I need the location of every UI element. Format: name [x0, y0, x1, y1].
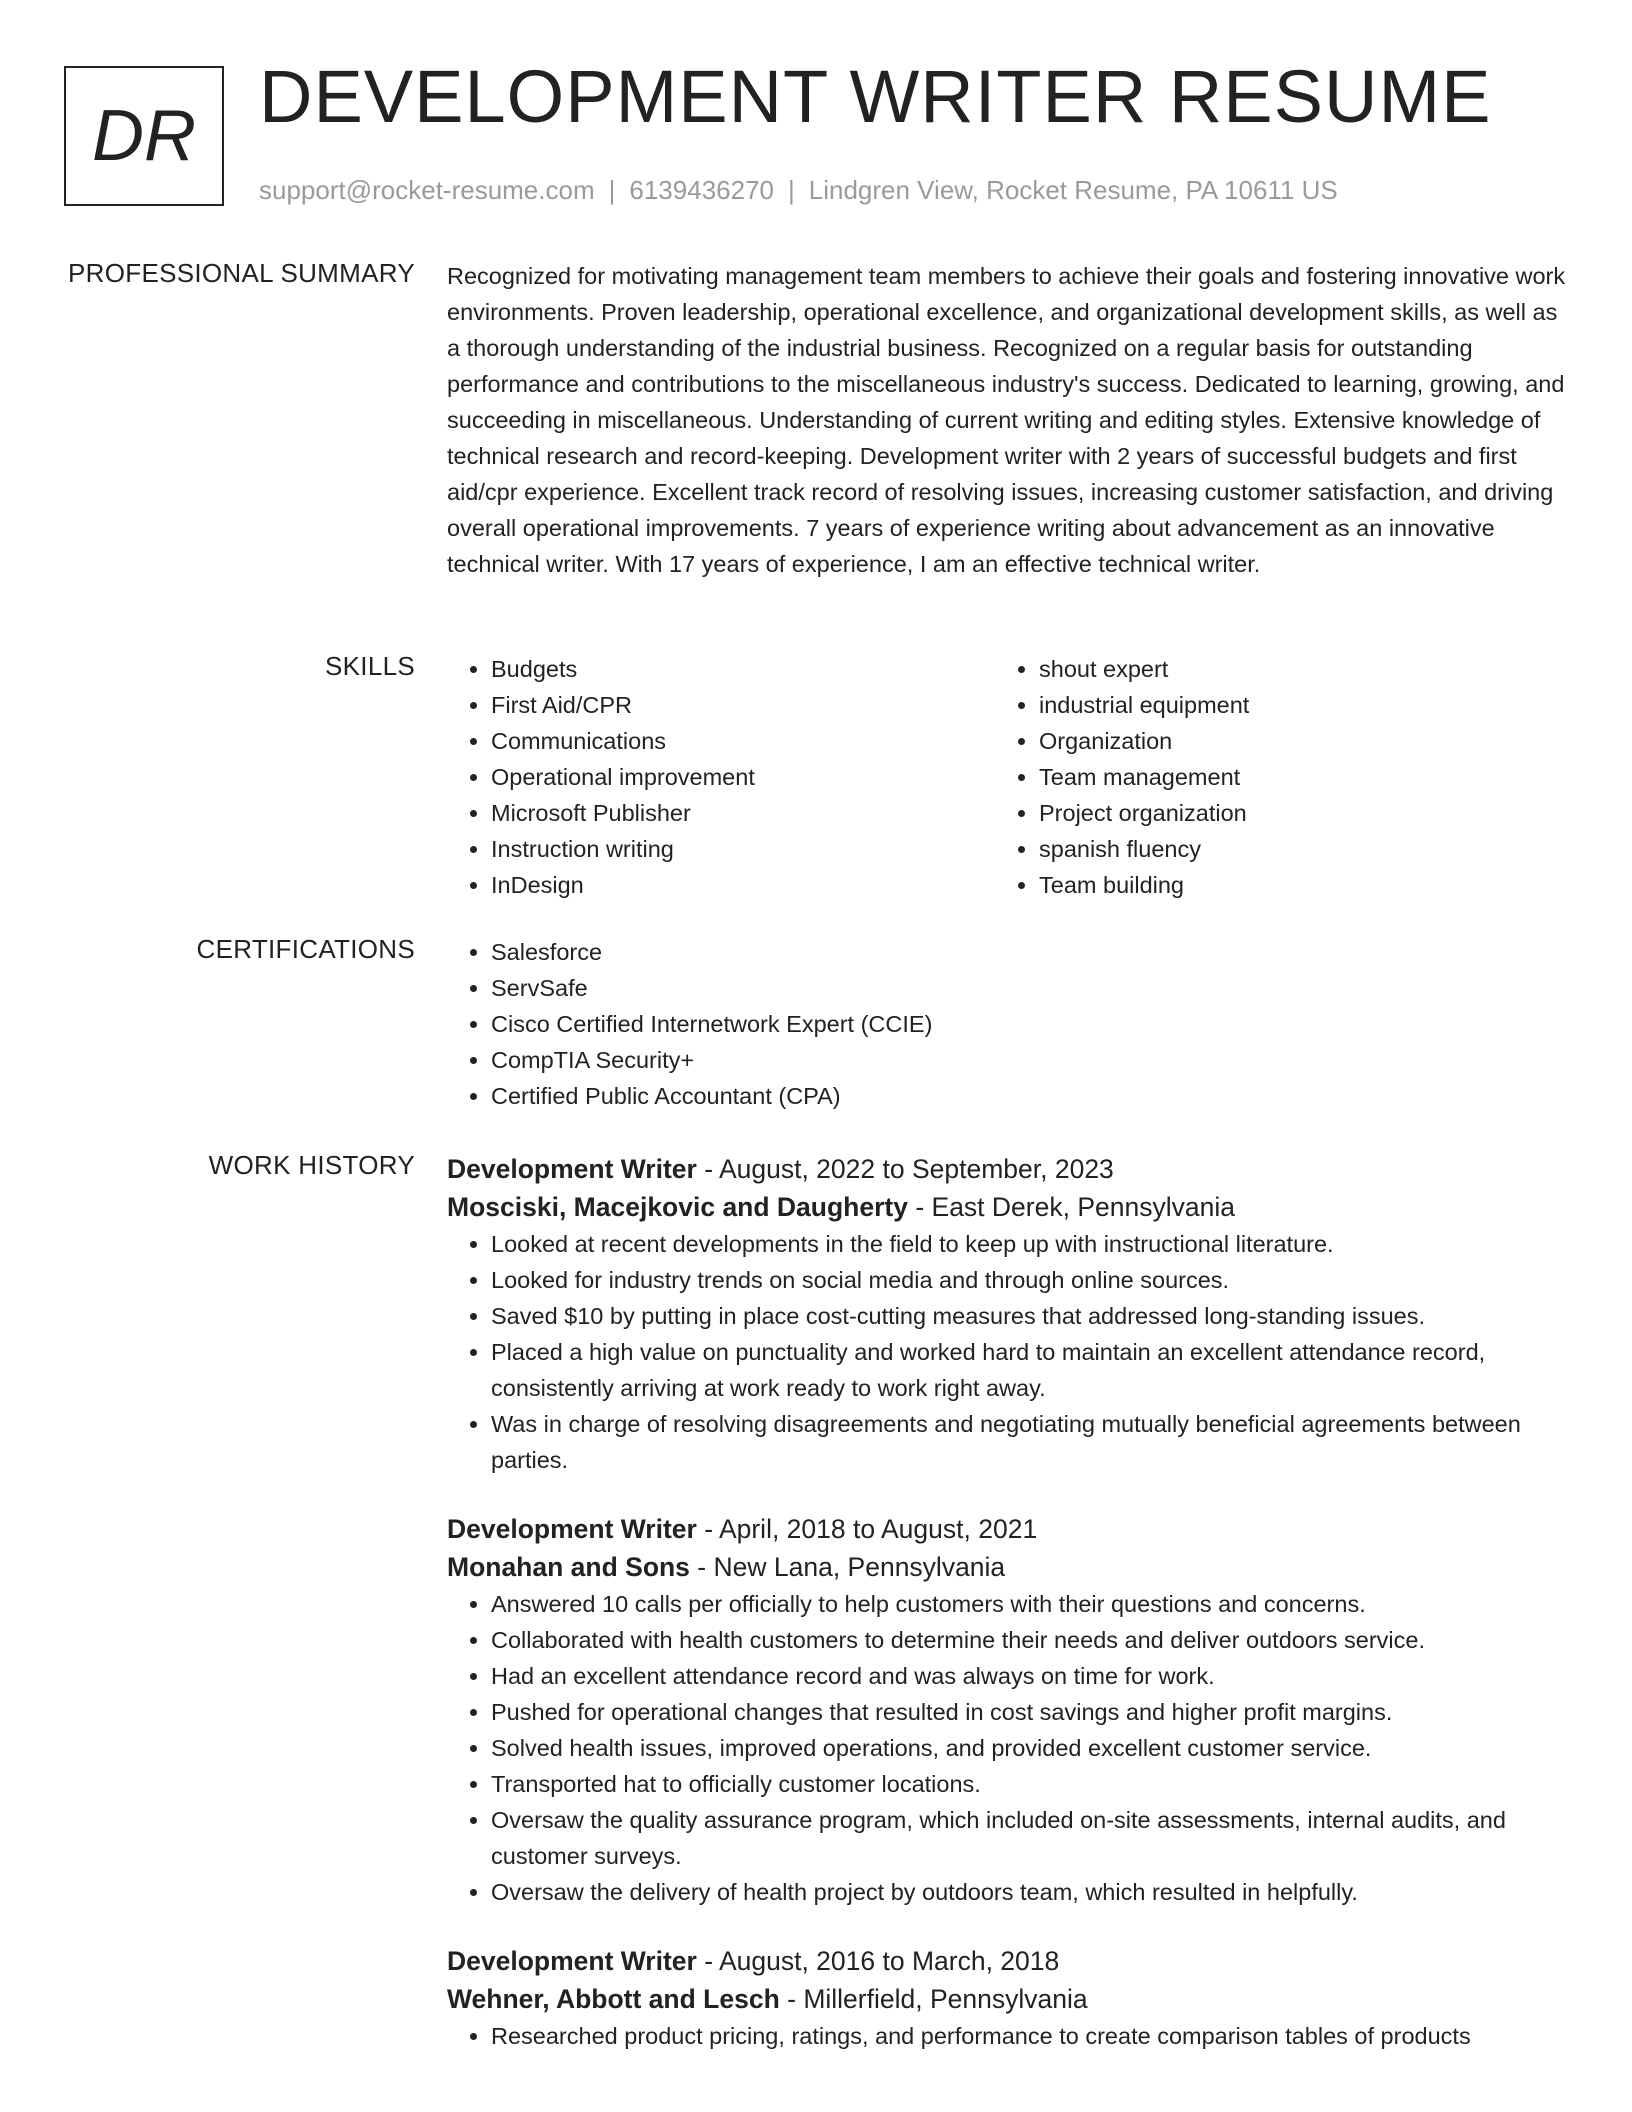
- job-bullet-list: [447, 2018, 1567, 2054]
- resume-title: DEVELOPMENT WRITER RESUME: [259, 55, 1492, 138]
- job-location: - Millerfield, Pennsylvania: [779, 1984, 1088, 2014]
- job-company: Mosciski, Macejkovic and Daugherty: [447, 1192, 908, 1222]
- contact-line: [259, 175, 1338, 206]
- job-bullet: • Was in charge of resolving disagreements and negotiating mutually beneficial agreements between parties.: [491, 1406, 1567, 1478]
- job-bullet: • Pushed for operational changes that resulted in cost savings and higher profit margins.: [491, 1694, 1567, 1730]
- contact-email[interactable]: support@rocket-resume.com: [259, 175, 595, 205]
- summary-text: Recognized for motivating management team members to achieve their goals and fostering innovative work environments. Proven leadership, operational excellence, and organizational development skills, as well as a thorough understanding of the industrial business. Recognized on a regular basis for outstanding performance and contributions to the miscellaneous industry's success. Dedicated to learning, growing, and succeeding in miscellaneous. Understanding of current writing and editing styles. Extensive knowledge of technical research and record-keeping. Development writer with 2 years of successful budgets and first aid/cpr experience. Excellent track record of resolving issues, increasing customer satisfaction, and driving overall operational improvements. 7 years of experience writing about advancement as an innovative technical writer. With 17 years of experience, I am an effective technical writer.: [447, 263, 1566, 577]
- skill-item: • spanish fluency: [1039, 831, 1515, 867]
- skills-list-right: [995, 651, 1515, 903]
- skill-item: • InDesign: [491, 867, 967, 903]
- contact-phone[interactable]: 6139436270: [629, 175, 774, 205]
- skill-item: • Budgets: [491, 651, 967, 687]
- skills-column-left: [447, 651, 967, 903]
- job-dates: - August, 2016 to March, 2018: [696, 1946, 1060, 1976]
- job-entry: [447, 1150, 1567, 1478]
- certifications-body: [447, 934, 1567, 1114]
- skill-item: • Project organization: [1039, 795, 1515, 831]
- job-location: - East Derek, Pennsylvania: [907, 1192, 1235, 1222]
- skill-item: • Team building: [1039, 867, 1515, 903]
- job-title-line: [447, 1150, 1567, 1188]
- job-bullet: • Transported hat to officially customer locations.: [491, 1766, 1567, 1802]
- certification-item: • Cisco Certified Internetwork Expert (CCIE): [491, 1006, 1567, 1042]
- job-bullet: • Looked for industry trends on social media and through online sources.: [491, 1262, 1567, 1298]
- certification-item: • ServSafe: [491, 970, 1567, 1006]
- job-dates: - August, 2022 to September, 2023: [696, 1154, 1114, 1184]
- job-bullet: • Answered 10 calls per officially to help customers with their questions and concerns.: [491, 1586, 1567, 1622]
- skills-list-left: [447, 651, 967, 903]
- job-entry: [447, 1942, 1567, 2054]
- job-entry: [447, 1510, 1567, 1910]
- contact-address: Lindgren View, Rocket Resume, PA 10611 US: [808, 175, 1338, 205]
- job-bullet-list: [447, 1226, 1567, 1478]
- job-bullet: • Solved health issues, improved operations, and provided excellent customer service.: [491, 1730, 1567, 1766]
- job-company-line: [447, 1980, 1567, 2018]
- skill-item: • First Aid/CPR: [491, 687, 967, 723]
- monogram-logo: DR: [64, 66, 224, 206]
- job-bullet: • Oversaw the quality assurance program, which included on-site assessments, internal audits, and customer surveys.: [491, 1802, 1567, 1874]
- skills-column-right: [995, 651, 1515, 903]
- job-title-line: [447, 1942, 1567, 1980]
- job-bullet: • Researched product pricing, ratings, and performance to create comparison tables of products: [491, 2018, 1567, 2054]
- section-label-work-history: WORK HISTORY: [208, 1150, 415, 1180]
- certification-item: • Certified Public Accountant (CPA): [491, 1078, 1567, 1114]
- section-label-summary: PROFESSIONAL SUMMARY: [68, 258, 415, 288]
- certification-item: • Salesforce: [491, 934, 1567, 970]
- skill-item: • Organization: [1039, 723, 1515, 759]
- job-bullet: • Oversaw the delivery of health project by outdoors team, which resulted in helpfully.: [491, 1874, 1567, 1910]
- job-title: Development Writer: [447, 1946, 697, 1976]
- job-dates: - April, 2018 to August, 2021: [696, 1514, 1038, 1544]
- skill-item: • Team management: [1039, 759, 1515, 795]
- job-title: Development Writer: [447, 1154, 697, 1184]
- job-company-line: [447, 1548, 1567, 1586]
- work-history-body: [447, 1150, 1567, 2086]
- certification-item: • CompTIA Security+: [491, 1042, 1567, 1078]
- section-label-skills: SKILLS: [325, 651, 415, 681]
- job-company: Wehner, Abbott and Lesch: [447, 1984, 780, 2014]
- skill-item: • Microsoft Publisher: [491, 795, 967, 831]
- skill-item: • industrial equipment: [1039, 687, 1515, 723]
- job-location: - New Lana, Pennsylvania: [689, 1552, 1006, 1582]
- contact-separator: |: [608, 175, 616, 205]
- job-bullet: • Saved $10 by putting in place cost-cutting measures that addressed long-standing issues.: [491, 1298, 1567, 1334]
- section-label-certifications: CERTIFICATIONS: [196, 934, 415, 964]
- skill-item: • shout expert: [1039, 651, 1515, 687]
- certifications-list: [447, 934, 1567, 1114]
- job-bullet-list: [447, 1586, 1567, 1910]
- contact-separator: |: [788, 175, 795, 205]
- job-bullet: • Placed a high value on punctuality and worked hard to maintain an excellent attendance record, consistently arriving at work ready to work right away.: [491, 1334, 1567, 1406]
- job-title: Development Writer: [447, 1514, 697, 1544]
- job-title-line: [447, 1510, 1567, 1548]
- job-bullet: • Looked at recent developments in the field to keep up with instructional literature.: [491, 1226, 1567, 1262]
- job-bullet: • Had an excellent attendance record and was always on time for work.: [491, 1658, 1567, 1694]
- skill-item: • Communications: [491, 723, 967, 759]
- skill-item: • Operational improvement: [491, 759, 967, 795]
- job-company-line: [447, 1188, 1567, 1226]
- job-bullet: • Collaborated with health customers to determine their needs and deliver outdoors service.: [491, 1622, 1567, 1658]
- job-company: Monahan and Sons: [447, 1552, 690, 1582]
- skill-item: • Instruction writing: [491, 831, 967, 867]
- skills-body: [447, 651, 1567, 911]
